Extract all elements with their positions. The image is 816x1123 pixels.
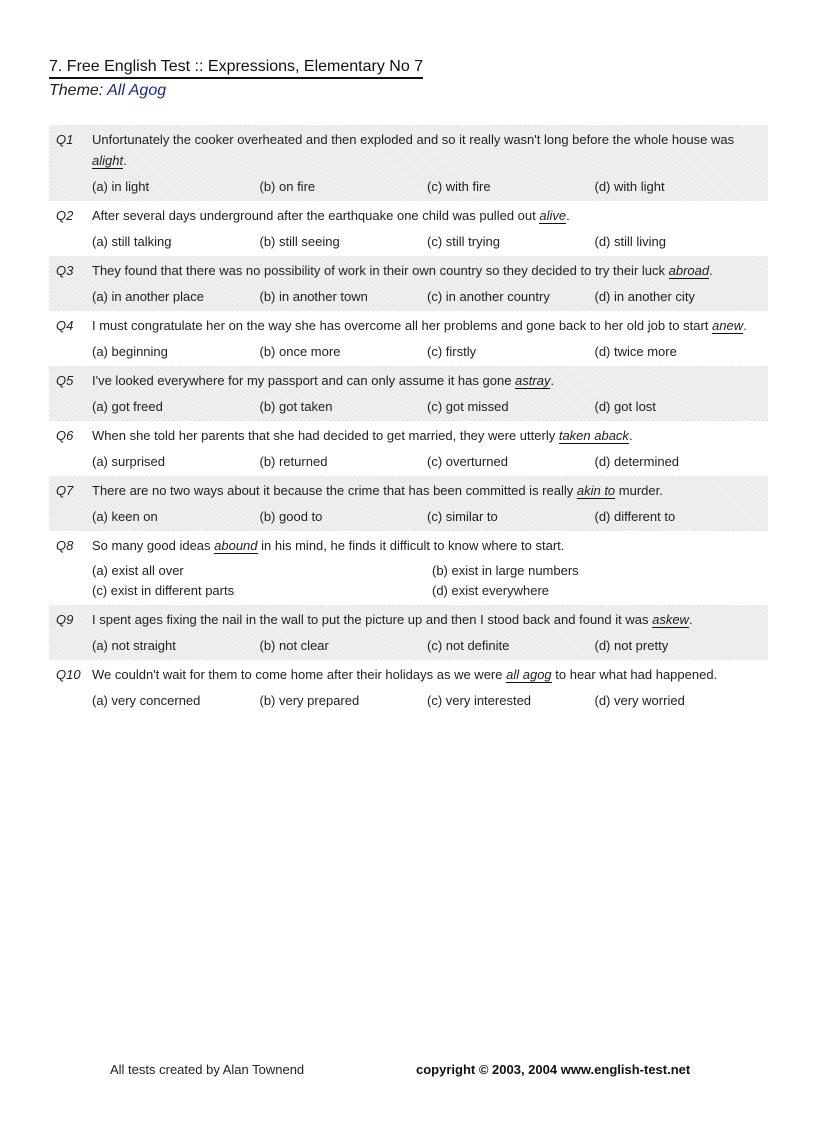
options-row	[92, 286, 762, 307]
options-row	[92, 451, 762, 472]
options-row	[92, 690, 762, 711]
option-c[interactable]: (c) with fire	[427, 179, 491, 194]
option-c[interactable]: (c) similar to	[427, 509, 498, 524]
question-text: I've looked everywhere for my passport and can only assume it has gone astray.	[92, 373, 555, 388]
options-grid	[92, 561, 762, 601]
question-6	[49, 421, 768, 476]
question-number: Q6	[56, 428, 74, 443]
option-c[interactable]: (c) very interested	[427, 693, 532, 708]
question-number: Q7	[56, 483, 74, 498]
option-b[interactable]: (b) good to	[259, 509, 323, 524]
question-list	[49, 125, 768, 715]
option-c[interactable]: (c) not definite	[427, 638, 510, 653]
option-d[interactable]: (d) exist everywhere	[432, 583, 550, 598]
keyword: akin to	[576, 483, 616, 498]
question-9	[49, 605, 768, 660]
keyword: taken aback	[558, 428, 629, 443]
option-a[interactable]: (a) beginning	[92, 344, 168, 359]
option-a[interactable]: (a) very concerned	[92, 693, 201, 708]
keyword: alive	[539, 208, 567, 223]
option-c[interactable]: (c) in another country	[427, 289, 550, 304]
option-a[interactable]: (a) still talking	[92, 234, 172, 249]
question-text: After several days underground after the earthquake one child was pulled out alive.	[92, 208, 570, 223]
question-number: Q10	[56, 667, 81, 682]
question-number: Q2	[56, 208, 74, 223]
question-text: We couldn't wait for them to come home after their holidays as we were all agog to hear what had happened.	[92, 667, 718, 682]
option-b[interactable]: (b) not clear	[259, 638, 329, 653]
option-a[interactable]: (a) in light	[92, 179, 150, 194]
question-text: When she told her parents that she had decided to get married, they were utterly taken aback.	[92, 428, 633, 443]
keyword: abound	[214, 538, 258, 553]
footer-credit: All tests created by Alan Townend	[110, 1062, 305, 1077]
question-5	[49, 366, 768, 421]
question-3	[49, 256, 768, 311]
option-d[interactable]: (d) different to	[594, 509, 676, 524]
question-text: They found that there was no possibility of work in their own country so they decided to try their luck abroad.	[92, 263, 713, 278]
option-d[interactable]: (d) very worried	[594, 693, 685, 708]
question-text: There are no two ways about it because the crime that has been committed is really akin to murder.	[92, 483, 663, 498]
option-b[interactable]: (b) still seeing	[259, 234, 340, 249]
keyword: all agog	[506, 667, 552, 682]
question-text: So many good ideas abound in his mind, he finds it difficult to know where to start.	[92, 538, 565, 553]
question-4	[49, 311, 768, 366]
option-c[interactable]: (c) overturned	[427, 454, 508, 469]
option-d[interactable]: (d) still living	[594, 234, 667, 249]
option-c[interactable]: (c) still trying	[427, 234, 500, 249]
option-d[interactable]: (d) in another city	[594, 289, 695, 304]
option-b[interactable]: (b) in another town	[259, 289, 368, 304]
question-text: I must congratulate her on the way she has overcome all her problems and gone back to her old job to start anew.	[92, 318, 747, 333]
option-b[interactable]: (b) once more	[259, 344, 341, 359]
theme-value: All Agog	[107, 82, 167, 99]
option-a[interactable]: (a) not straight	[92, 638, 176, 653]
question-number: Q9	[56, 612, 74, 627]
options-row	[92, 176, 762, 197]
options-row	[92, 396, 762, 417]
options-row	[92, 635, 762, 656]
option-a[interactable]: (a) surprised	[92, 454, 165, 469]
theme-line	[49, 81, 166, 101]
option-a[interactable]: (a) got freed	[92, 399, 163, 414]
option-d[interactable]: (d) not pretty	[594, 638, 669, 653]
option-c[interactable]: (c) firstly	[427, 344, 477, 359]
option-a[interactable]: (a) in another place	[92, 289, 205, 304]
question-number: Q3	[56, 263, 74, 278]
question-7	[49, 476, 768, 531]
option-b[interactable]: (b) exist in large numbers	[432, 563, 579, 578]
question-2	[49, 201, 768, 256]
option-d[interactable]: (d) determined	[594, 454, 680, 469]
keyword: anew	[712, 318, 744, 333]
option-a[interactable]: (a) keen on	[92, 509, 158, 524]
option-b[interactable]: (b) got taken	[259, 399, 333, 414]
keyword: alight	[92, 153, 124, 168]
page-title: 7. Free English Test :: Expressions, Elementary No 7	[49, 57, 423, 79]
option-b[interactable]: (b) on fire	[259, 179, 316, 194]
question-number: Q1	[56, 132, 74, 147]
options-row	[92, 506, 762, 527]
option-d[interactable]: (d) twice more	[594, 344, 677, 359]
question-number: Q4	[56, 318, 74, 333]
keyword: askew	[652, 612, 689, 627]
theme-label: Theme:	[49, 82, 104, 99]
question-text: I spent ages fixing the nail in the wall to put the picture up and then I stood back and found it was askew.	[92, 612, 693, 627]
keyword: astray	[515, 373, 551, 388]
options-row	[92, 341, 762, 362]
question-8	[49, 531, 768, 605]
question-1	[49, 125, 768, 201]
option-a[interactable]: (a) exist all over	[92, 563, 184, 578]
keyword: abroad	[668, 263, 710, 278]
option-c[interactable]: (c) got missed	[427, 399, 509, 414]
question-10	[49, 660, 768, 715]
question-text: Unfortunately the cooker overheated and then exploded and so it really wasn't long before the whole house was alight.	[92, 132, 735, 168]
question-number: Q8	[56, 538, 74, 553]
question-number: Q5	[56, 373, 74, 388]
option-b[interactable]: (b) returned	[259, 454, 328, 469]
option-d[interactable]: (d) got lost	[594, 399, 656, 414]
options-row	[92, 231, 762, 252]
footer-copyright: copyright © 2003, 2004 www.english-test.net	[416, 1062, 691, 1077]
option-b[interactable]: (b) very prepared	[259, 693, 360, 708]
option-d[interactable]: (d) with light	[594, 179, 665, 194]
option-c[interactable]: (c) exist in different parts	[92, 583, 235, 598]
